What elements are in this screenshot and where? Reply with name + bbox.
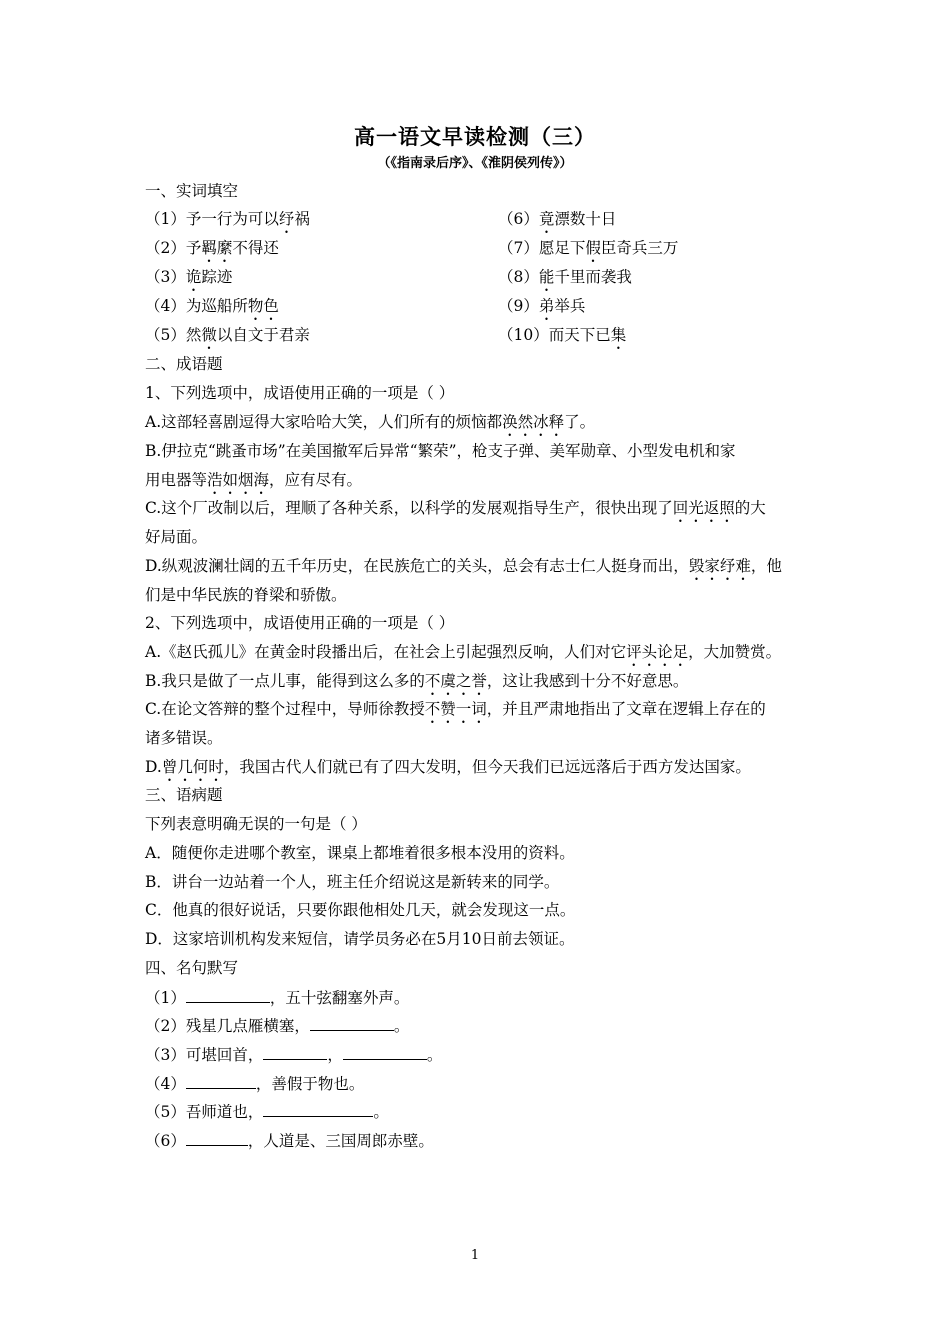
page-number: 1: [470, 1248, 480, 1263]
vocab-item-1: （1）予一行为可以纾祸: [145, 210, 310, 228]
emphasized-word: 假: [585, 239, 601, 257]
grammar-question: 下列表意明确无误的一句是（ ）: [145, 815, 367, 833]
emphasized-word: 不虞之誉: [424, 672, 487, 690]
q1-option-c-line1: C.这个厂改制以后，理顺了各种关系，以科学的发展观指导生产，很快出现了回光返照的大: [145, 499, 766, 517]
q2-option-c-line2: 诸多错误。: [145, 729, 223, 747]
grammar-option-d: D．这家培训机构发来短信，请学员务必在5月10日前去领证。: [145, 930, 575, 948]
emphasized-word: 微: [201, 326, 217, 344]
q1-option-d-line1: D.纵观波澜壮阔的五千年历史，在民族危亡的关头，总会有志士仁人挺身而出，毁家纾难，他: [145, 557, 782, 575]
emphasized-word: 物色: [247, 297, 279, 315]
answer-blank[interactable]: [310, 1014, 394, 1031]
emphasized-word: 弟: [538, 297, 555, 315]
emphasized-word: 竟: [538, 210, 555, 228]
question-2: 2、下列选项中，成语使用正确的一项是（ ）: [145, 614, 455, 632]
vocab-item-3: （3）诡踪迹: [145, 268, 233, 286]
answer-blank[interactable]: [186, 986, 270, 1003]
emphasized-word: 浩如烟海: [207, 471, 270, 489]
emphasized-word: 不赞一词: [424, 700, 487, 718]
dictation-item-6: （6） ，人道是、三国周郎赤壁。: [145, 1129, 810, 1152]
q1-option-b-line1: B.伊拉克“跳蚤市场”在美国撤军后异常“繁荣”，枪支子弹、美军勋章、小型发电机和家: [145, 442, 736, 460]
section-heading-idioms: 二、成语题: [145, 355, 223, 373]
vocab-item-8: （8）能千里而袭我: [498, 268, 632, 286]
answer-blank[interactable]: [263, 1100, 373, 1117]
dictation-item-2: （2）残星几点雁横塞， 。: [145, 1014, 810, 1037]
section-heading-grammar: 三、语病题: [145, 786, 223, 804]
answer-blank[interactable]: [186, 1129, 248, 1146]
vocab-item-6: （6）竟漂数十日: [498, 210, 617, 228]
emphasized-word: 羁縻: [201, 239, 233, 257]
emphasized-word: 诡: [185, 268, 202, 286]
section-heading-dictation: 四、名句默写: [145, 959, 239, 977]
emphasized-word: 曾几何时: [161, 758, 224, 776]
q2-option-a: A.《赵氏孤儿》在黄金时段播出后，在社会上引起强烈反响，人们对它评头论足，大加赞赏。: [145, 643, 782, 661]
vocab-item-4: （4）为巡船所物色: [145, 297, 279, 315]
grammar-option-b: B．讲台一边站着一个人，班主任介绍说这是新转来的同学。: [145, 873, 560, 891]
q2-option-c-line1: C.在论文答辩的整个过程中，导师徐教授不赞一词，并且严肃地指出了文章在逻辑上存在的: [145, 700, 766, 718]
question-1: 1、下列选项中，成语使用正确的一项是（ ）: [145, 384, 455, 402]
grammar-option-a: A．随便你走进哪个教室，课桌上都堆着很多根本没用的资料。: [145, 844, 575, 862]
answer-blank[interactable]: [263, 1043, 327, 1060]
dictation-item-1: （1） ，五十弦翻塞外声。: [145, 986, 810, 1009]
emphasized-word: 集: [610, 326, 627, 344]
dictation-item-3: （3）可堪回首， ， 。: [145, 1043, 810, 1066]
vocab-item-2: （2）予羁縻不得还: [145, 239, 279, 257]
vocab-item-10: （10）而天下已集: [498, 326, 627, 344]
grammar-option-c: C．他真的很好说话，只要你跟他相处几天，就会发现这一点。: [145, 901, 576, 919]
page-title: 高一语文早读检测（三）: [354, 124, 596, 149]
answer-blank[interactable]: [186, 1072, 256, 1089]
emphasized-word: 毁家纾难: [688, 557, 751, 575]
answer-blank[interactable]: [343, 1043, 427, 1060]
emphasized-word: 纾: [278, 210, 295, 228]
vocab-item-5: （5）然微以自文于君亲: [145, 326, 310, 344]
emphasized-word: 评头论足: [626, 643, 689, 661]
page-subtitle: （《指南录后序》、《淮阴侯列传》）: [377, 156, 573, 171]
emphasized-word: 涣然冰释: [502, 413, 565, 431]
emphasized-word: 能: [538, 268, 555, 286]
dictation-item-5: （5）吾师道也， 。: [145, 1100, 810, 1123]
section-heading-vocabulary: 一、实词填空: [145, 182, 239, 200]
q1-option-a: A.这部轻喜剧逗得大家哈哈大笑，人们所有的烦恼都涣然冰释了。: [145, 413, 596, 431]
q1-option-d-line2: 们是中华民族的脊梁和骄傲。: [145, 586, 347, 604]
vocab-item-7: （7）愿足下假臣奇兵三万: [498, 239, 679, 257]
emphasized-word: 回光返照: [672, 499, 735, 517]
q2-option-d: D.曾几何时，我国古代人们就已有了四大发明，但今天我们已远远落后于西方发达国家。: [145, 758, 751, 776]
dictation-item-4: （4） ，善假于物也。: [145, 1072, 810, 1095]
vocab-item-9: （9）弟举兵: [498, 297, 586, 315]
q2-option-b: B.我只是做了一点儿事，能得到这么多的不虞之誉，这让我感到十分不好意思。: [145, 672, 689, 690]
q1-option-c-line2: 好局面。: [145, 528, 208, 546]
q1-option-b-line2: 用电器等浩如烟海，应有尽有。: [145, 471, 363, 489]
